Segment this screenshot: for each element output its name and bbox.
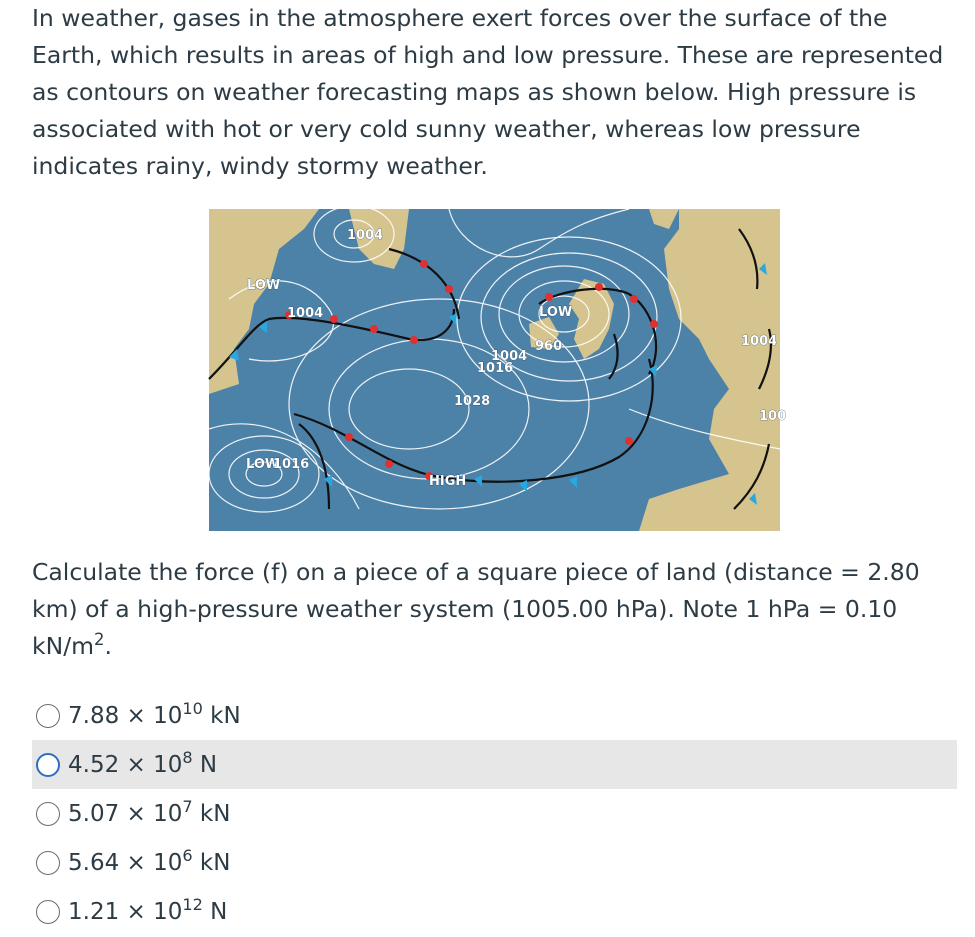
answer-option-5[interactable] (32, 887, 957, 936)
radio-button[interactable] (36, 802, 60, 826)
radio-button[interactable] (36, 753, 60, 777)
answer-unit: kN (192, 849, 231, 876)
radio-button[interactable] (36, 851, 60, 875)
map-label-100-east: 100 (759, 409, 787, 424)
map-label-low-sw: LOW (246, 457, 280, 472)
map-label-1016-sw: 1016 (273, 457, 310, 472)
weather-map-graphic (209, 209, 787, 531)
answer-exponent: 7 (182, 796, 193, 816)
map-label-1004-east: 1004 (741, 334, 778, 349)
map-label-1004-north: 1004 (347, 228, 384, 243)
answer-label (68, 845, 231, 876)
question-text (32, 554, 962, 665)
map-label-low-nw: LOW (247, 278, 281, 293)
map-label-1004-west: 1004 (287, 306, 324, 321)
answer-label (68, 796, 231, 827)
question-end: . (104, 632, 112, 660)
map-label-960: 960 (535, 339, 563, 354)
weather-map (209, 209, 787, 531)
radio-button[interactable] (36, 900, 60, 924)
map-label-1028: 1028 (454, 394, 491, 409)
answer-label (68, 747, 218, 778)
answer-label (68, 698, 241, 729)
answer-unit: kN (192, 800, 231, 827)
map-label-1016: 1016 (477, 361, 514, 376)
answer-exponent: 8 (182, 747, 193, 767)
map-label-1004-center: 1004 (491, 349, 528, 364)
answer-unit: N (202, 898, 228, 925)
answer-mantissa: 7.88 × 10 (68, 702, 183, 729)
answer-exponent: 12 (182, 894, 203, 914)
answer-option-4[interactable] (32, 838, 957, 887)
intro-paragraph: In weather, gases in the atmosphere exert forces over the surface of the Earth, which results in areas of high and low pressure. These are represented as contours on weather forecasting maps as shown below. High pressure is associated with hot or very cold sunny weather, whereas low pressure indicates rainy, windy stormy weather. (32, 4, 944, 180)
map-label-low-center: LOW (539, 305, 573, 320)
answer-option-3[interactable] (32, 789, 957, 838)
answer-exponent: 6 (182, 845, 193, 865)
answer-options (32, 691, 957, 936)
answer-mantissa: 1.21 × 10 (68, 898, 183, 925)
map-label-high: HIGH (429, 474, 467, 489)
radio-button[interactable] (36, 704, 60, 728)
answer-mantissa: 4.52 × 10 (68, 751, 183, 778)
answer-mantissa: 5.64 × 10 (68, 849, 183, 876)
answer-exponent: 10 (182, 698, 203, 718)
answer-label (68, 894, 228, 925)
answer-unit: kN (202, 702, 241, 729)
question-exponent: 2 (94, 629, 105, 649)
answer-option-2[interactable] (32, 740, 957, 789)
answer-option-1[interactable] (32, 691, 957, 740)
answer-unit: N (192, 751, 218, 778)
answer-mantissa: 5.07 × 10 (68, 800, 183, 827)
question-body: Calculate the force (f) on a piece of a square piece of land (distance = 2.80 km) of a high-pressure weather system (1005.00 hPa). Note 1 hPa = 0.10 kN/m (32, 558, 920, 660)
